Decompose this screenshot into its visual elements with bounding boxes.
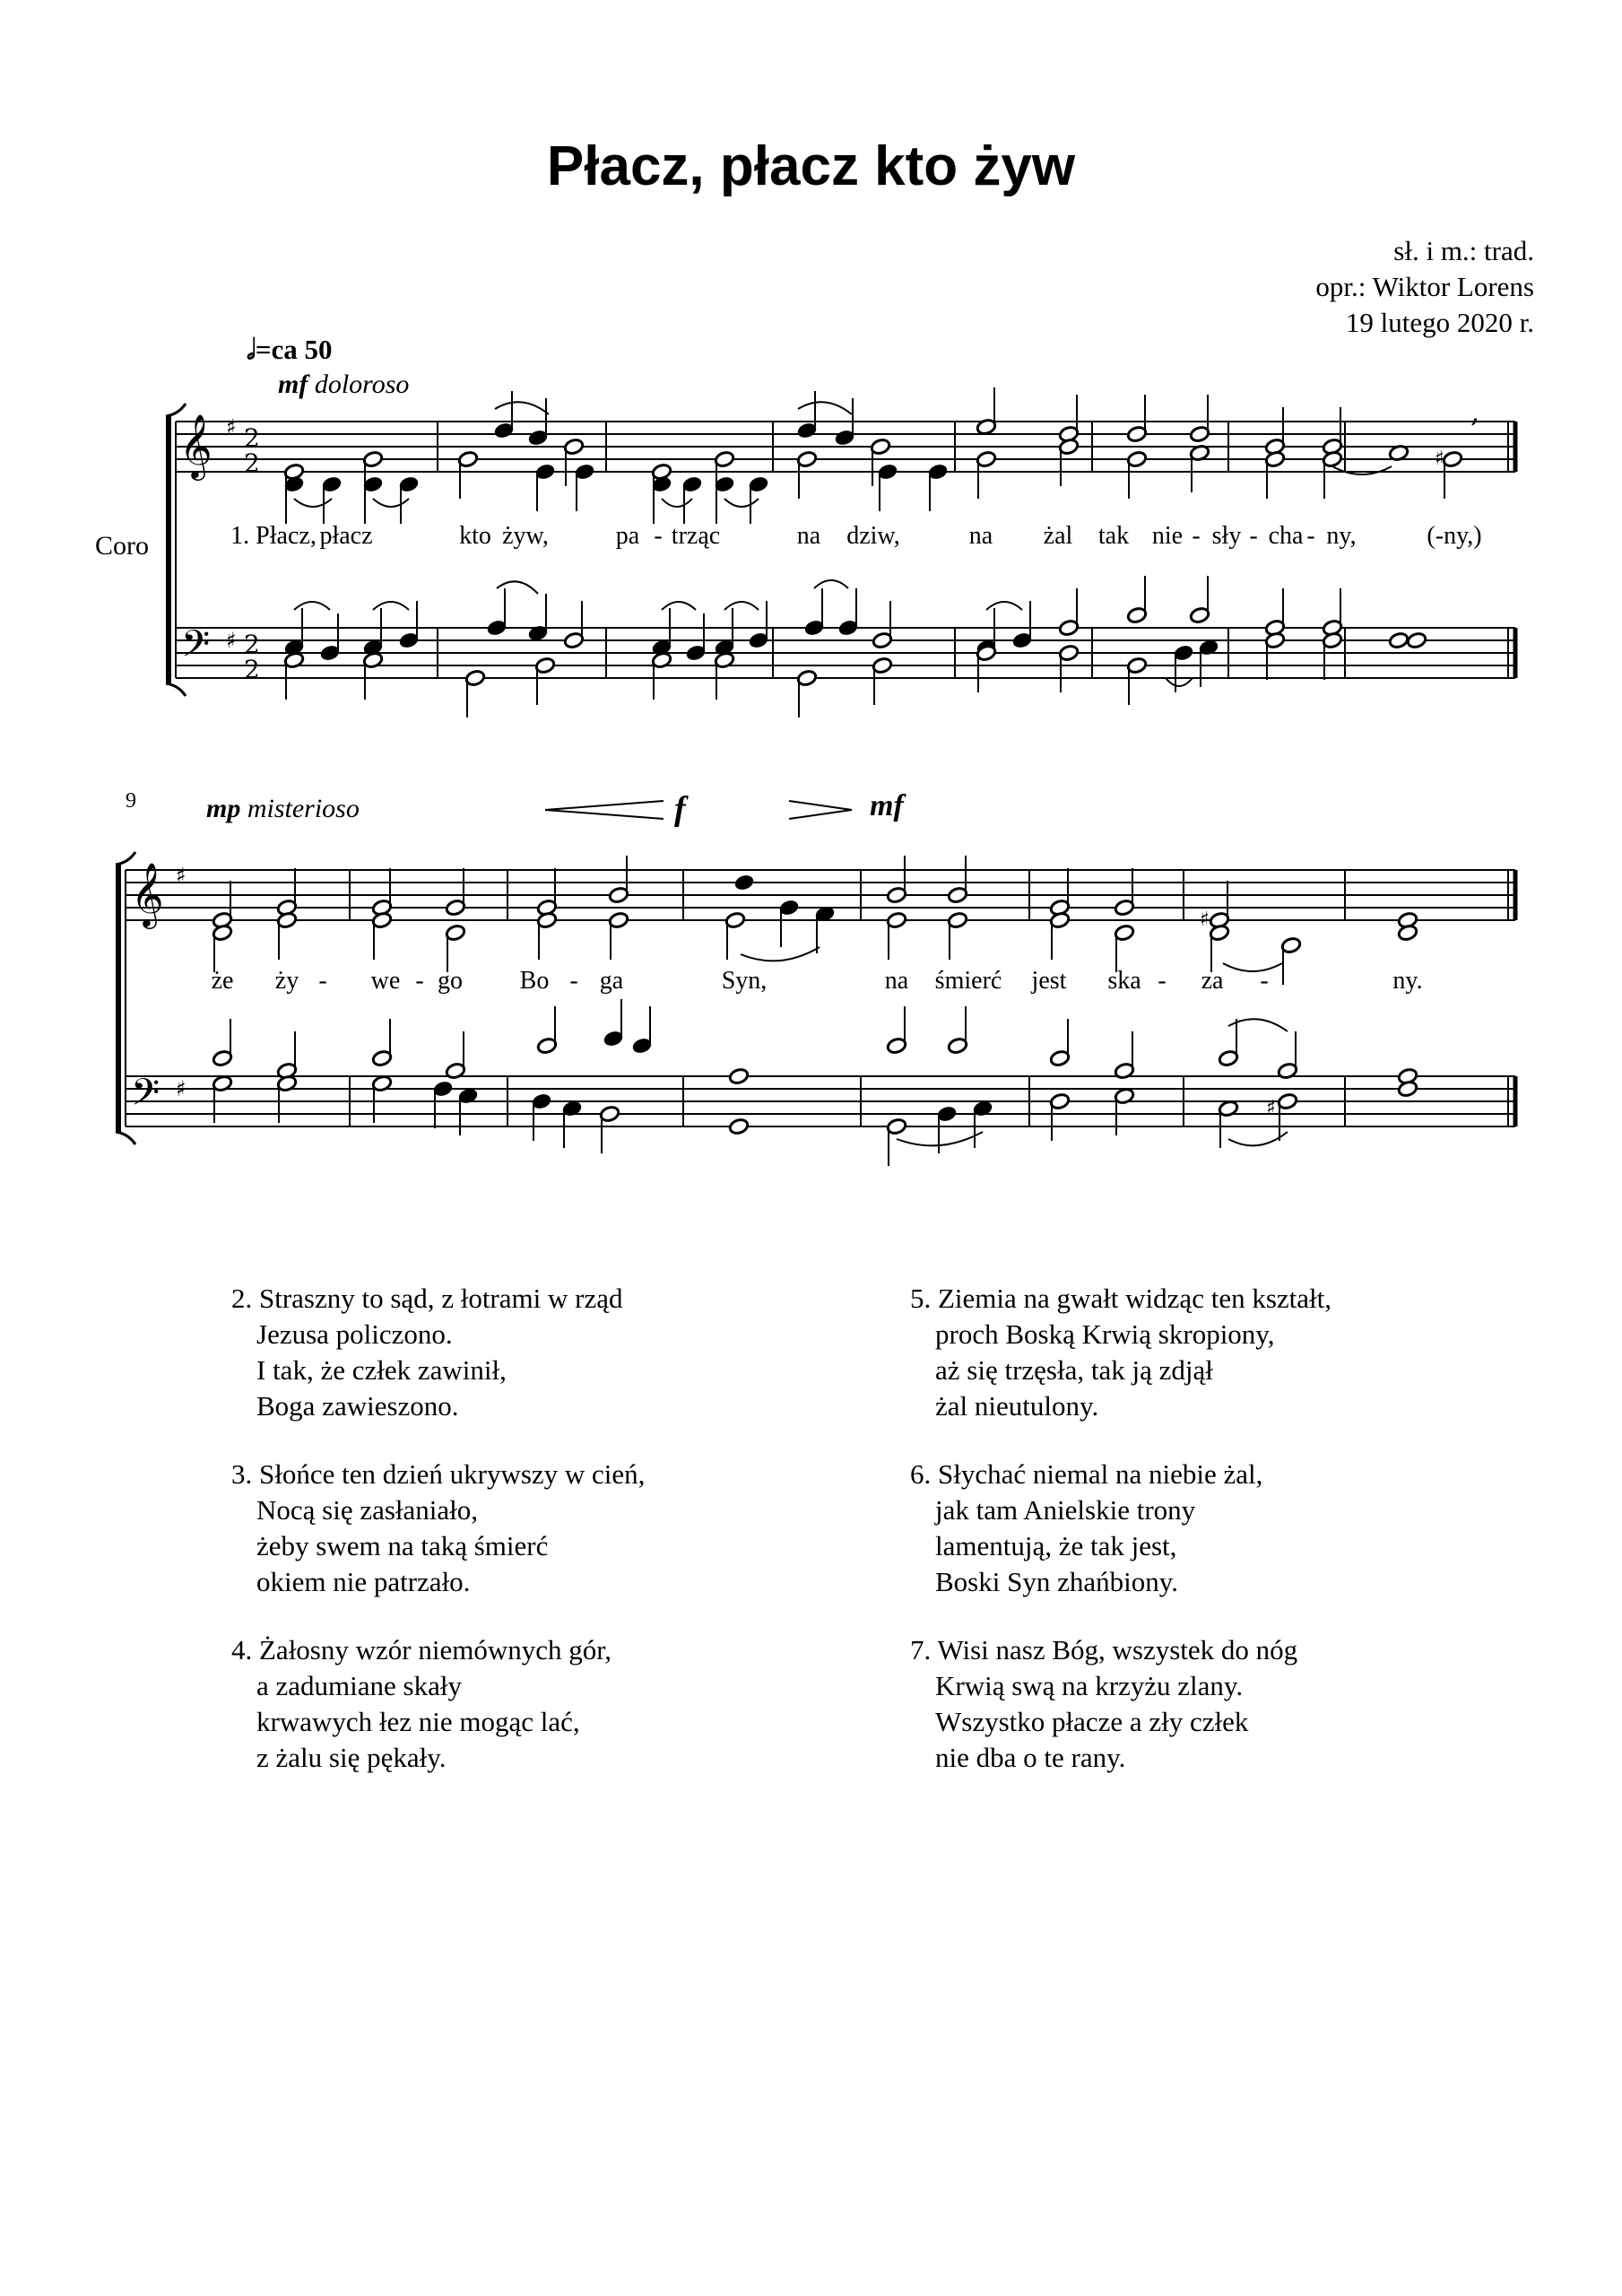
- bass-note: [445, 1031, 466, 1080]
- lyric-syllable: że: [211, 967, 234, 995]
- bass-lower-note: [362, 651, 384, 700]
- lyric-syllable: -: [1306, 522, 1315, 550]
- slur: [1332, 466, 1392, 474]
- slur: [373, 602, 409, 610]
- verse-line: Jezusa policzono.: [256, 1318, 453, 1350]
- slur: [741, 947, 820, 961]
- bass-note: [1058, 588, 1080, 637]
- verse-line: Nocą się zasłaniało,: [256, 1494, 479, 1526]
- verse-line: nie dba o te rany.: [935, 1742, 1126, 1773]
- alto-note: [371, 911, 393, 960]
- note-head: [728, 1067, 750, 1085]
- bass-lower-note: [872, 657, 893, 705]
- lyric-syllable: śmierć: [934, 967, 1002, 995]
- alto-note: [536, 911, 558, 960]
- bass-lower-note: [1126, 657, 1148, 705]
- lyric-syllable: ny.: [1392, 967, 1423, 995]
- bass-note: [728, 1067, 750, 1085]
- verse-line: Boski Syn zhańbiony.: [935, 1566, 1178, 1597]
- alto-note: [212, 924, 233, 972]
- verse-line: żal nieutulony.: [935, 1390, 1099, 1422]
- slur: [497, 581, 538, 594]
- bass-lower-note: [457, 1087, 479, 1135]
- slur: [495, 402, 549, 414]
- key-signature-sharp-icon: ♯: [226, 628, 237, 653]
- bass-note: [651, 608, 672, 657]
- dynamic-marking-1: mf doloroso: [278, 370, 410, 399]
- bass-note: [714, 608, 735, 657]
- bass-note: [1114, 1031, 1135, 1080]
- bass-note: [536, 1006, 558, 1055]
- bass-lower-note: [976, 644, 997, 692]
- bass-lower-note: [796, 669, 818, 718]
- slur: [662, 602, 696, 610]
- verse-line: 7. Wisi nasz Bóg, wszystek do nóg: [910, 1634, 1298, 1665]
- verse-line: 4. Żałosny wzór niemównych gór,: [231, 1634, 612, 1665]
- bass-note: [371, 1019, 393, 1067]
- lyric-syllable: go: [438, 967, 463, 995]
- breath-mark-icon: ,: [1470, 395, 1480, 429]
- verse-line: 6. Słychać niemal na niebie żal,: [910, 1458, 1263, 1490]
- lyric-syllable: -: [318, 967, 327, 995]
- verse-line: żeby swem na taką śmierć: [256, 1530, 549, 1561]
- verse-stanza: [910, 1457, 1448, 1600]
- bass-lower-note: [276, 1074, 298, 1123]
- bass-note: [685, 613, 707, 662]
- bass-note: [1189, 576, 1210, 624]
- verse-line: lamentują, że tak jest,: [935, 1530, 1177, 1561]
- verse-line: jak tam Anielskie trony: [935, 1494, 1196, 1526]
- bass-lower-note: [371, 1074, 393, 1123]
- verse-line: Wszystko płacze a zły człek: [935, 1706, 1249, 1737]
- bass-lower-note: [1322, 631, 1343, 680]
- alto-note: [778, 899, 800, 947]
- bass-lower-note: [1218, 1100, 1239, 1148]
- alto-note: [724, 911, 746, 960]
- treble-note: [371, 868, 393, 917]
- lyric-syllable: tak: [1097, 522, 1130, 550]
- treble-note: [1209, 881, 1230, 929]
- note-head: [733, 874, 755, 891]
- page-title: Płacz, płacz kto żyw: [546, 135, 1076, 197]
- lyric-syllable: ska: [1107, 967, 1141, 995]
- treble-note: [1114, 868, 1135, 917]
- sharp-icon: ♯: [1435, 448, 1444, 470]
- lyric-syllable: płacz: [319, 522, 373, 550]
- lyric-syllable: -: [1158, 967, 1167, 995]
- slur: [373, 499, 409, 507]
- bass-lower-note: [212, 1074, 233, 1123]
- bass-lower-note: [1049, 1092, 1071, 1141]
- lyric-syllable: -: [415, 967, 424, 995]
- alto-note: [1049, 911, 1071, 960]
- verse-stanza: [231, 1281, 733, 1424]
- lyric-syllable: pa: [615, 522, 640, 550]
- key-signature-sharp-icon: ♯: [176, 1076, 186, 1101]
- sharp-icon: ♯: [1266, 1097, 1276, 1119]
- bass-lower-note: [1277, 1092, 1298, 1141]
- bass-note: [837, 588, 859, 637]
- credit-date: 19 lutego 2020 r.: [1345, 307, 1534, 338]
- lyric-syllable: -: [1192, 522, 1201, 550]
- lyric-syllable: we: [370, 967, 401, 995]
- verse-line: Boga zawieszono.: [256, 1390, 459, 1422]
- slur: [662, 499, 692, 507]
- key-signature-sharp-icon: ♯: [226, 414, 237, 439]
- treble-note: [947, 856, 968, 904]
- alto-note: [886, 911, 907, 960]
- bass-note: [1406, 631, 1427, 649]
- lyric-syllable: żal: [1043, 522, 1073, 550]
- lyric-syllable: ny,: [1326, 522, 1357, 550]
- treble-note: [796, 391, 818, 439]
- slur: [294, 602, 330, 610]
- bass-note: [748, 601, 769, 649]
- bass-lower-note: [1114, 1087, 1135, 1135]
- bass-note: [1049, 1019, 1071, 1067]
- verse-stanza: [910, 1281, 1448, 1424]
- slur: [814, 580, 848, 588]
- bass-note: [1218, 1019, 1239, 1067]
- lyric-syllable: cha: [1268, 522, 1304, 550]
- verse-stanza: [910, 1632, 1448, 1776]
- bass-lower-note: [534, 657, 556, 705]
- lyric-syllable: Syn,: [721, 967, 768, 995]
- bass-note: [1388, 631, 1409, 649]
- lyric-syllable: dziw,: [846, 522, 900, 550]
- half-note-icon: 𝅗𝅥: [247, 334, 256, 365]
- lyric-syllable: za: [1201, 967, 1224, 995]
- credit-words-music: sł. i m.: trad.: [1393, 235, 1534, 266]
- bass-lower-note: [1058, 644, 1080, 692]
- credit-arranger: opr.: Wiktor Lorens: [1315, 271, 1534, 302]
- dynamic-forte: f: [674, 790, 686, 828]
- slur: [294, 499, 332, 507]
- bass-note: [886, 1006, 907, 1055]
- alto-note: [796, 450, 818, 499]
- slur: [1166, 678, 1193, 686]
- bass-lower-note: [651, 651, 672, 700]
- alto-note: [877, 463, 898, 511]
- lyric-syllable: -: [1260, 967, 1269, 995]
- bass-note: [1322, 588, 1343, 637]
- note-head: [728, 1118, 750, 1135]
- verse-stanza: [231, 1457, 733, 1600]
- alto-note: [276, 911, 298, 960]
- lyric-syllable: kto: [459, 522, 491, 550]
- bass-note: [212, 1019, 233, 1067]
- bass-note: [563, 601, 585, 649]
- verse-line: proch Boską Krwią skropiony,: [935, 1318, 1275, 1350]
- alto-note: [1126, 450, 1148, 499]
- bass-note: [283, 608, 305, 657]
- treble-note: [1049, 868, 1071, 917]
- verses-left-column: [231, 1281, 733, 1808]
- key-signature-sharp-icon: ♯: [176, 863, 186, 888]
- bass-lower-note: [561, 1100, 583, 1148]
- bass-note: [947, 1006, 968, 1055]
- treble-note: [536, 868, 558, 917]
- verse-line: Krwią swą na krzyżu zlany.: [935, 1670, 1244, 1701]
- alto-note: [445, 924, 466, 972]
- bass-lower-note: [1198, 639, 1219, 687]
- bass-note: [1011, 601, 1033, 649]
- treble-note: [1442, 450, 1463, 499]
- treble-note: [1058, 395, 1080, 443]
- lyric-syllable: nie: [1151, 522, 1184, 550]
- time-signature-icon: 2: [244, 630, 260, 659]
- verse-line: 2. Straszny to sąd, z łotrami w rząd: [231, 1283, 623, 1314]
- slur: [798, 402, 852, 414]
- treble-note: [276, 868, 298, 917]
- bass-lower-note: [1264, 631, 1286, 680]
- part-label: Coro: [95, 531, 149, 561]
- alto-note: [1264, 450, 1286, 499]
- bass-clef-icon: 𝄢: [131, 1071, 160, 1123]
- treble-note: [1322, 407, 1343, 456]
- lyric-syllable: -: [569, 967, 578, 995]
- treble-clef-icon: 𝄞: [131, 861, 164, 926]
- bass-note: [872, 601, 893, 649]
- measure-number: 9: [126, 789, 136, 813]
- lyric-syllable: jest: [1031, 967, 1067, 995]
- alto-note: [1058, 438, 1080, 486]
- verses-right-column: [910, 1281, 1448, 1808]
- verse-line: z żalu się pękały.: [256, 1742, 447, 1773]
- bass-lower-note: [599, 1105, 620, 1153]
- treble-note: [733, 874, 755, 891]
- time-signature-icon: 2: [244, 423, 260, 453]
- slur: [724, 602, 759, 610]
- lyric-syllable: trząc: [671, 522, 721, 550]
- bass-lower-note: [728, 1118, 750, 1135]
- time-signature-icon: 2: [244, 655, 260, 684]
- lyric-syllable: 1. Płacz,: [230, 522, 317, 550]
- alto-note: [608, 911, 629, 960]
- bass-lower-note: [464, 669, 486, 718]
- note-head: [1406, 631, 1427, 649]
- slur: [724, 499, 759, 507]
- verse-stanza: [231, 1632, 733, 1776]
- bass-note: [486, 588, 507, 637]
- bass-lower-note: [531, 1092, 552, 1141]
- slur: [986, 602, 1022, 610]
- treble-note: [1126, 395, 1148, 443]
- bass-lower-note: [432, 1080, 454, 1128]
- bass-lower-note: [714, 651, 735, 700]
- bass-note: [603, 999, 624, 1048]
- verse-line: aż się trzęsła, tak ją zdjął: [935, 1354, 1213, 1386]
- bass-note: [276, 1031, 298, 1080]
- bass-note: [803, 588, 825, 637]
- bass-lower-note: [283, 651, 305, 700]
- lyric-syllable: żyw,: [502, 522, 549, 550]
- bass-note: [398, 601, 420, 649]
- bass-note: [319, 613, 341, 662]
- alto-note: [574, 463, 595, 511]
- bass-note: [362, 608, 384, 657]
- tempo-text: =ca 50: [255, 334, 333, 365]
- alto-note: [457, 450, 479, 499]
- treble-note: [976, 387, 997, 436]
- lyric-syllable: na: [796, 522, 821, 550]
- bass-note: [631, 1006, 653, 1055]
- verse-line: 5. Ziemia na gwałt widząc ten kształt,: [910, 1283, 1331, 1314]
- lyric-syllable: sły: [1211, 522, 1242, 550]
- system-bracket: [116, 1132, 135, 1144]
- bass-note: [1126, 576, 1148, 624]
- alto-note: [1280, 936, 1302, 985]
- lyric-syllable: (-ny,): [1427, 522, 1482, 550]
- verse-line: I tak, że człek zawinił,: [256, 1354, 507, 1386]
- verse-line: okiem nie patrzało.: [256, 1566, 471, 1597]
- bass-clef-icon: 𝄢: [181, 622, 211, 674]
- slur: [1223, 963, 1282, 971]
- treble-note: [1189, 395, 1210, 443]
- treble-note: [608, 856, 629, 904]
- treble-note: [563, 438, 585, 486]
- alto-note: [947, 911, 968, 960]
- verse-line: 3. Słońce ten dzień ukrywszy w cień,: [231, 1458, 646, 1490]
- verse-line: a zadumiane skały: [256, 1670, 462, 1701]
- treble-note: [212, 881, 233, 929]
- alto-note: [814, 905, 836, 953]
- dynamic-marking-2: mp misterioso: [206, 794, 360, 823]
- bass-note: [1277, 1031, 1298, 1080]
- time-signature-icon: 2: [244, 448, 260, 478]
- dynamic-mezzoforte: mf: [870, 789, 904, 822]
- treble-clef-icon: 𝄞: [179, 413, 213, 478]
- lyric-syllable: ga: [599, 967, 624, 995]
- crescendo-hairpin: [545, 801, 664, 819]
- alto-note: [927, 463, 949, 511]
- treble-note: [1264, 407, 1286, 456]
- alto-note: [1322, 450, 1343, 499]
- treble-note: [886, 856, 907, 904]
- treble-note: [445, 868, 466, 917]
- alto-note: [1114, 924, 1135, 972]
- lyric-syllable: Bo: [519, 967, 550, 995]
- system-bracket: [166, 683, 186, 696]
- bass-lower-note: [972, 1100, 993, 1148]
- note-head: [1388, 631, 1409, 649]
- lyric-syllable: na: [968, 522, 993, 550]
- sharp-icon: ♯: [1200, 909, 1210, 931]
- alto-note: [976, 450, 997, 499]
- lyric-syllable: na: [884, 967, 909, 995]
- verse-line: krwawych łez nie mogąc lać,: [256, 1706, 580, 1737]
- lyric-syllable: -: [654, 522, 663, 550]
- bass-note: [527, 594, 549, 642]
- alto-note: [1189, 444, 1210, 492]
- lyric-syllable: -: [1249, 522, 1258, 550]
- decrescendo-hairpin: [789, 801, 852, 819]
- treble-note: [493, 391, 515, 439]
- bass-note: [1264, 588, 1286, 637]
- lyric-syllable: ży: [274, 967, 299, 995]
- alto-note: [534, 463, 556, 511]
